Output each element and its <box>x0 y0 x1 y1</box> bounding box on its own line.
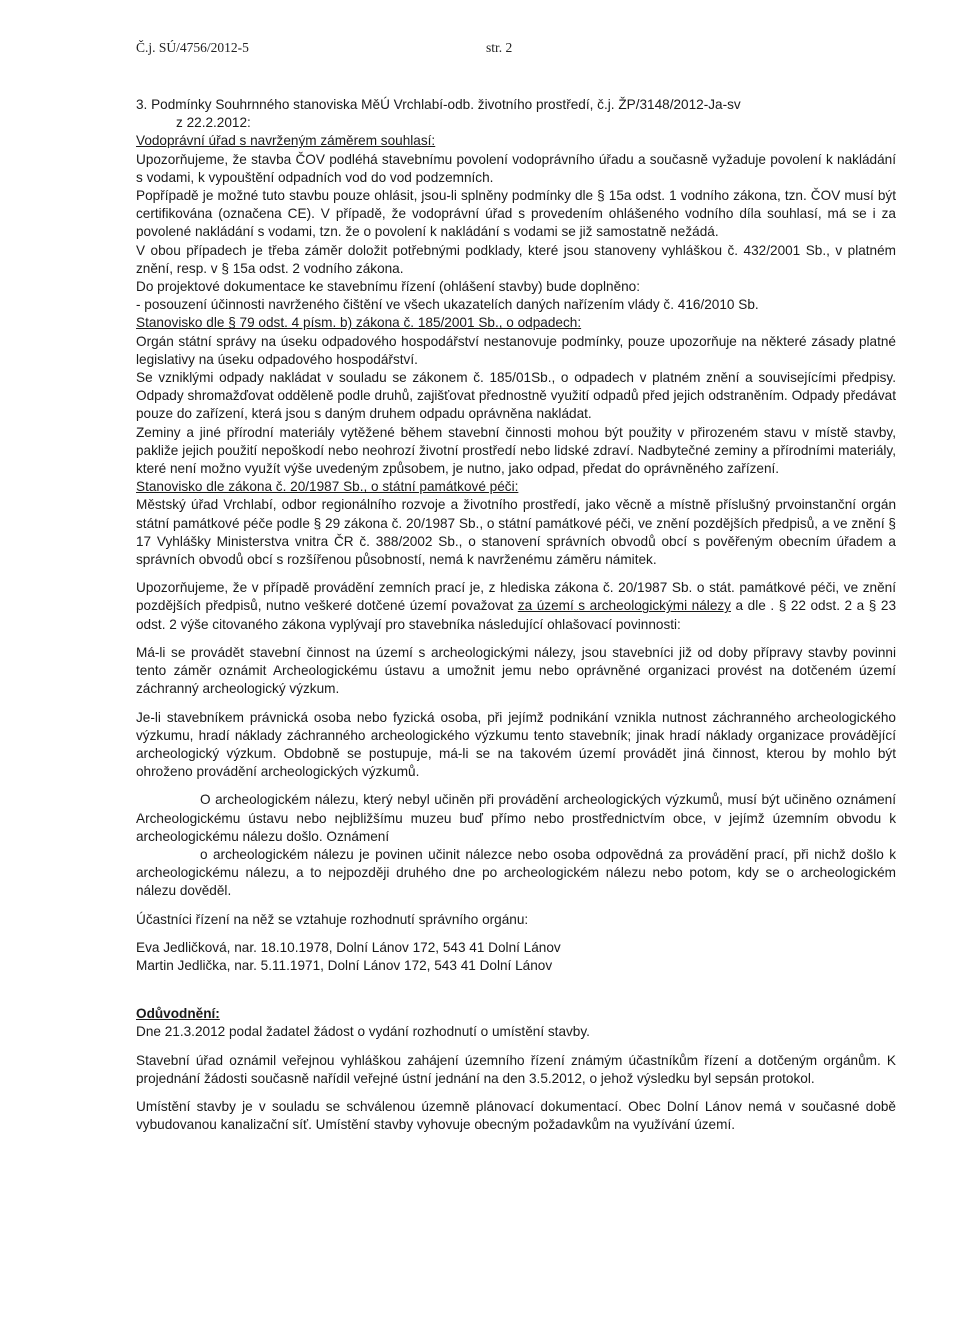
vodopravni-paragraph-4: Do projektové dokumentace ke stavebnímu řízení (ohlášení stavby) bude doplněno: <box>136 279 641 295</box>
vodopravni-heading: Vodoprávní úřad s navrženým záměrem souhlasí: <box>136 133 436 149</box>
vodopravni-paragraph-5: - posouzení účinnosti navrženého čištění ve všech ukazatelích daných nařízením vlády č. 416/2010 Sb. <box>136 297 759 313</box>
spacer <box>136 781 896 791</box>
pamatky-p2-underlined: za území s archeologickými nálezy <box>517 598 731 614</box>
vodopravni-paragraph-1: Upozorňujeme, že stavba ČOV podléhá stavebnímu povolení vodoprávního úřadu a současně vyžaduje povolení k nakládání s vodami, k vypouštění odpadních vod do vod podzemních. <box>136 151 896 185</box>
odpady-heading: Stanovisko dle § 79 odst. 4 písm. b) zákona č. 185/2001 Sb., o odpadech: <box>136 315 582 331</box>
odpady-paragraph-2: Se vzniklými odpady nakládat v souladu se zákonem č. 185/01Sb., o odpadech v platném znění a souvisejícími předpisy. Odpady shromažďovat odděleně podle druhů, zajišťovat přednostně využití odpadů před jejich odstraněním. Odpady předávat pouze do zařízení, která jsou s daným druhem odpadu oprávněna nakládat. <box>136 370 896 422</box>
section-3-title: 3. Podmínky Souhrnného stanoviska MěÚ Vrchlabí-odb. životního prostředí, č.j. ŽP/3148/2012-Ja-sv <box>136 97 741 112</box>
ucastnik-2: Martin Jedlička, nar. 5.11.1971, Dolní Lánov 172, 543 41 Dolní Lánov <box>136 957 553 973</box>
pamatky-p2-start: Upozorňujeme, že v případě provádění zemních prací je, z hlediska zákona č. 20/1987 Sb. o stát. památkové péči, ve znění pozdějších předpisů, nutno veškeré dotčené území považovat <box>136 580 896 614</box>
pamatky-paragraph-6: o archeologickém nálezu je povinen učinit nálezce nebo osoba odpovědná za provádění prací, při nichž došlo k archeologickému nálezu, a to nejpozději druhého dne po archeologickém nálezu nebo potom, kdy se o archeologickém nálezu dověděl. <box>136 846 896 899</box>
odpady-paragraph-3: Zeminy a jiné přírodní materiály vytěžené během stavební činnosti mohou být použity v přirozeném stavu v místě stavby, pakliže jejich použití nepoškodí nebo neohrozí životní prostředí nebo lidské zdraví. Nadbytečné zeminy a přírodními materiály, které není možno využít výše uvedeným způsobem, je nutno, jako odpad, předat do oprávněného zařízení. <box>136 424 896 477</box>
section-3-title-date: z 22.2.2012: <box>176 115 251 131</box>
oduvodneni-paragraph-1: Dne 21.3.2012 podal žadatel žádost o vydání rozhodnutí o umístění stavby. <box>136 1024 590 1040</box>
spacer <box>136 634 896 644</box>
oduvodneni-paragraph-2: Stavební úřad oznámil veřejnou vyhláškou zahájení územního řízení známým účastníkům řízení a dotčeným orgánům. K projednání žádosti současně nařídil veřejné ústní jednání na den 3.5.2012, o jehož výsledku byl sepsán protokol. <box>136 1052 896 1086</box>
spacer <box>136 975 896 1005</box>
ucastnici-heading: Účastníci řízení na něž se vztahuje rozhodnutí správního orgánu: <box>136 911 529 927</box>
vodopravni-paragraph-3: V obou případech je třeba záměr doložit potřebnými podklady, které jsou stanoveny vyhláškou č. 432/2001 Sb., v platném znění, resp. v § 15a odst. 2 vodního zákona. <box>136 242 896 276</box>
pamatky-paragraph-2 <box>136 579 896 634</box>
odpady-paragraph-1: Orgán státní správy na úseku odpadového hospodářství nestanovuje podmínky, pouze upozorňuje na některé zásady platné legislativy na úseku odpadového hospodářství. <box>136 333 896 367</box>
section-3 <box>136 96 896 1134</box>
spacer <box>136 699 896 709</box>
spacer <box>136 569 896 579</box>
vodopravni-paragraph-2: Popřípadě je možné tuto stavbu pouze ohlásit, jsou-li splněny podmínky dle § 15a odst. 1 vodního zákona, tzn. ČOV musí být certifikována (označena CE). V případě, že vodoprávní úřad s provedením ohlášeného vodního díla souhlasí, má se i za povolené nakládání s vodami, tzn. že o povolení k nakládání s vodami se již samostatně nežádá. <box>136 188 896 240</box>
page-header <box>136 40 513 56</box>
ucastnik-1: Eva Jedličková, nar. 18.10.1978, Dolní Lánov 172, 543 41 Dolní Lánov <box>136 939 561 955</box>
page-number: str. 2 <box>486 40 513 55</box>
pamatky-paragraph-1: Městský úřad Vrchlabí, odbor regionálního rozvoje a životního prostředí, jako věcně a místně příslušný prvoinstanční orgán státní památkové péče podle § 29 zákona č. 20/1987 Sb., o státní památkové péči, ve znění pozdějších předpisů, a ve znění § 17 Vyhlášky Ministerstva vnitra ČR č. 388/2002 Sb., o stanovení správních obvodů obcí s pověřeným obecním úřadem a správních obvodů obcí s rozšířenou působností, nemá k navrženému záměru námitek. <box>136 497 896 568</box>
pamatky-paragraph-5: O archeologickém nálezu, který nebyl učiněn při provádění archeologických výzkumů, musí být učiněno oznámení Archeologickému ústavu nebo nejbližšímu muzeu buď přímo nebo prostřednictvím obce, v jejímž územním obvodu k archeologickému nálezu došlo. Oznámení <box>136 792 896 844</box>
pamatky-paragraph-3: Má-li se provádět stavební činnost na území s archeologickými nálezy, jsou stavebníci již od doby přípravy stavby povinni tento záměr oznámit Archeologickému ústavu a umožnit jemu nebo oprávněné organizaci provést na dotčeném území záchranný archeologický výzkum. <box>136 644 896 697</box>
pamatky-paragraph-4: Je-li stavebníkem právnická osoba nebo fyzická osoba, při jejímž podnikání vznikla nutnost záchranného archeologického výzkumu, hradí náklady záchranného archeologického výzkumu tento stavebník; jinak hradí náklady organizace provádějící archeologický výzkum. Obdobně se postupuje, má-li se na takovém území provádět jiná činnost, kterou by mohlo být ohroženo provádění archeologických výzkumů. <box>136 709 896 780</box>
spacer <box>136 929 896 939</box>
oduvodneni-paragraph-3: Umístění stavby je v souladu se schválenou územně plánovací dokumentací. Obec Dolní Lánov nemá v současné době vybudovanou kanalizační síť. Umístění stavby vyhovuje obecným požadavkům na využívání území. <box>136 1098 896 1133</box>
pamatky-heading: Stanovisko dle zákona č. 20/1987 Sb., o státní památkové péči: <box>136 479 519 495</box>
spacer <box>136 1088 896 1098</box>
oduvodneni-heading: Odůvodnění: <box>136 1006 220 1022</box>
spacer <box>136 901 896 911</box>
reference-number: Č.j. SÚ/4756/2012-5 <box>136 40 249 55</box>
spacer <box>136 1042 896 1052</box>
pamatky-p2-end: a dle . § 22 odst. 2 a § 23 odst. 2 výše citovaného zákona vyplývají pro stavebníka následující ohlašovací povinnosti: <box>136 598 897 632</box>
